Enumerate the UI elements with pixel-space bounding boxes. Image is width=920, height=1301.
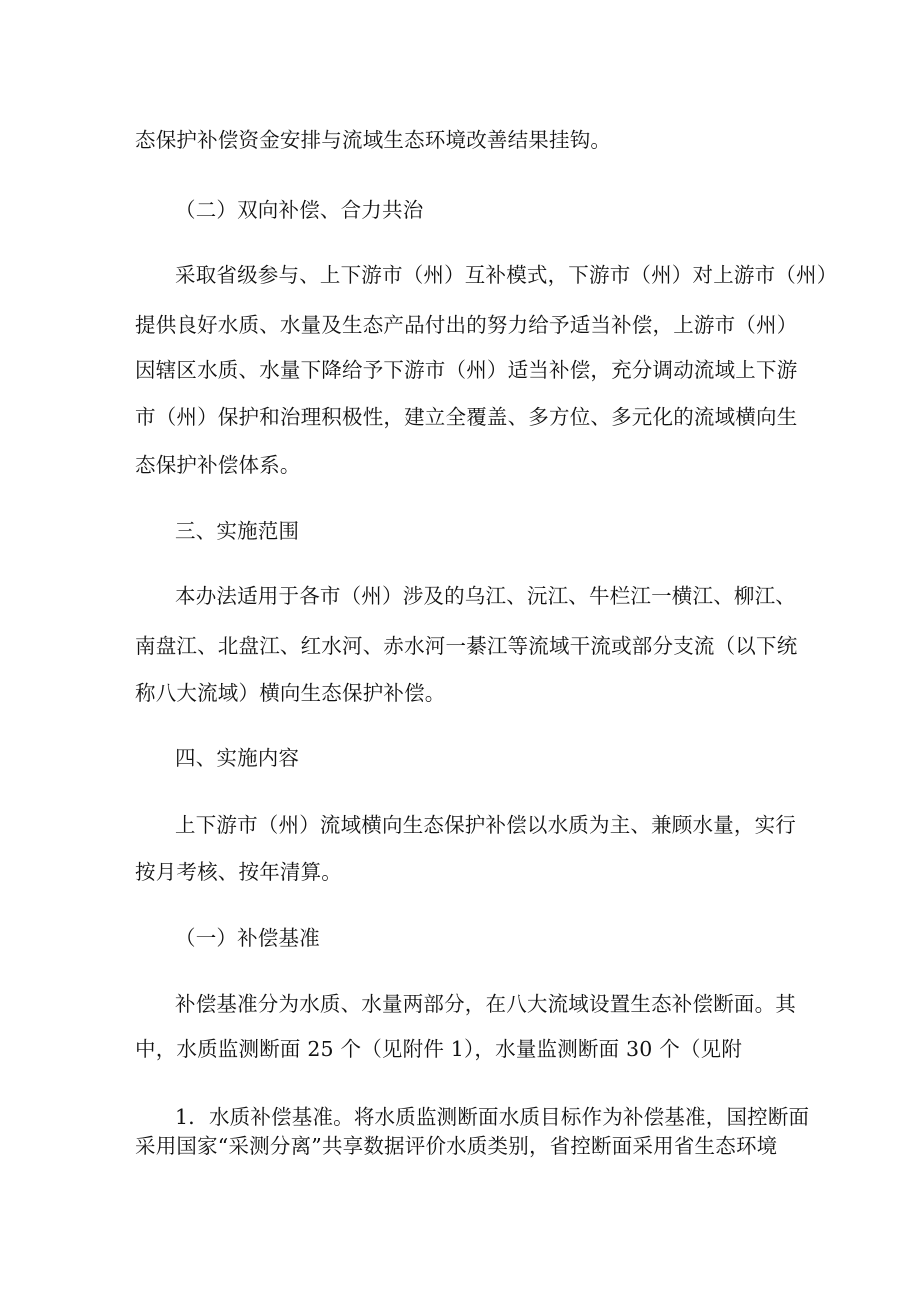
para-scope-line-1: 本办法适用于各市（州）涉及的乌江、沅江、牛栏江一横江、柳江、 <box>175 584 796 608</box>
para-scope-line-2: 南盘江、北盘江、红水河、赤水河一綦江等流域干流或部分支流（以下统 <box>135 634 798 658</box>
para-baseline-line-2: 中，水质监测断面 25 个（见附件 1），水量监测断面 30 个（见附 <box>135 1037 743 1061</box>
para-bidirectional-line-3: 因辖区水质、水量下降给予下游市（州）适当补偿，充分调动流域上下游 <box>135 358 798 382</box>
heading-4: 四、实施内容 <box>175 746 300 770</box>
heading-4-1: （一）补偿基准 <box>175 926 320 950</box>
intro-tail-line: 态保护补偿资金安排与流域生态环境改善结果挂钩。 <box>135 128 612 152</box>
para-content-line-1: 上下游市（州）流域横向生态保护补偿以水质为主、兼顾水量，实行 <box>175 813 796 837</box>
heading-3: 三、实施范围 <box>175 519 300 543</box>
para-baseline-line-1: 补偿基准分为水质、水量两部分，在八大流域设置生态补偿断面。其 <box>175 992 796 1016</box>
para-water-quality-line-2: 采用国家“采测分离”共享数据评价水质类别，省控断面采用省生态环境 <box>135 1134 778 1158</box>
para-bidirectional-line-1: 采取省级参与、上下游市（州）互补模式，下游市（州）对上游市（州） <box>175 263 838 287</box>
para-content-line-2: 按月考核、按年清算。 <box>135 860 342 884</box>
para-bidirectional-line-2: 提供良好水质、水量及生态产品付出的努力给予适当补偿，上游市（州） <box>135 313 798 337</box>
para-bidirectional-line-5: 态保护补偿体系。 <box>135 453 301 477</box>
heading-2-2: （二）双向补偿、合力共治 <box>175 198 424 222</box>
para-scope-line-3: 称八大流域）横向生态保护补偿。 <box>135 681 446 705</box>
para-bidirectional-line-4: 市（州）保护和治理积极性，建立全覆盖、多方位、多元化的流域横向生 <box>135 405 798 429</box>
para-water-quality-line-1: 1．水质补偿基准。将水质监测断面水质目标作为补偿基准，国控断面 <box>175 1105 810 1129</box>
